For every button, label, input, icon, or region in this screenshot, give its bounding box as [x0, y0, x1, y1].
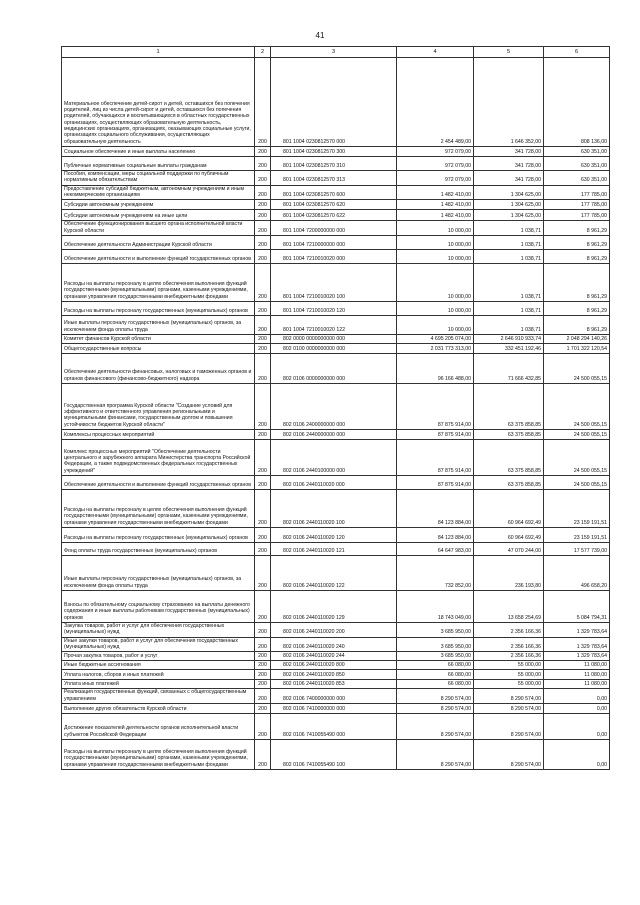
cell-code: 802 0106 0000000000 000 — [271, 354, 397, 384]
cell-name: Субсидии автономным учреждениям — [62, 200, 255, 210]
cell-col4: 66 080,00 — [397, 661, 474, 670]
cell-name: Реализация государственных функций, связанных с общегосударственным управлением — [62, 689, 255, 704]
cell-col6: 24 500 055,15 — [544, 476, 610, 490]
cell-col5: 60 964 692,49 — [474, 490, 544, 528]
cell-col4: 2 031 773 313,00 — [397, 344, 474, 354]
cell-name: Расходы на выплаты персоналу в целях обеспечения выполнения функций государственными (муниципальными) органами, казенными учреждениями, органами управления государственными внебюджетными фондами — [62, 740, 255, 770]
cell-name: Комитет финансов Курской области — [62, 335, 255, 344]
cell-code: 802 0106 7410055490 000 — [271, 714, 397, 740]
header-row — [62, 47, 610, 58]
cell-col6: 1 329 783,64 — [544, 623, 610, 638]
cell-name: Пособия, компенсации, меры социальной поддержки по публичным нормативным обязательствам — [62, 171, 255, 186]
cell-name: Предоставление субсидий бюджетным, автономным учреждениям и иным некоммерческим организациям — [62, 185, 255, 200]
cell-col6: 24 500 055,15 — [544, 440, 610, 476]
cell-col4: 8 290 574,00 — [397, 740, 474, 770]
cell-code: 802 0106 7410000000 000 — [271, 704, 397, 714]
cell-group: 200 — [255, 704, 271, 714]
cell-col4: 732 852,00 — [397, 556, 474, 591]
cell-col4: 96 166 488,00 — [397, 354, 474, 384]
cell-code: 802 0100 0000000000 000 — [271, 344, 397, 354]
table-row — [62, 661, 610, 670]
table-body — [62, 58, 610, 770]
cell-col6: 1 329 783,64 — [544, 637, 610, 652]
cell-col6: 8 961,29 — [544, 221, 610, 236]
cell-col5: 8 290 574,00 — [474, 714, 544, 740]
table-row — [62, 704, 610, 714]
cell-col4: 84 123 884,00 — [397, 490, 474, 528]
cell-col6: 17 577 739,00 — [544, 543, 610, 556]
cell-group: 200 — [255, 335, 271, 344]
cell-group: 200 — [255, 264, 271, 302]
cell-code: 802 0106 2440110020 000 — [271, 476, 397, 490]
table-row — [62, 591, 610, 623]
cell-col6: 8 961,29 — [544, 250, 610, 264]
cell-group: 200 — [255, 384, 271, 430]
cell-col4: 2 454 489,00 — [397, 58, 474, 147]
cell-group: 200 — [255, 637, 271, 652]
cell-code: 802 0106 2440110020 100 — [271, 490, 397, 528]
cell-code: 801 1004 0230812570 622 — [271, 210, 397, 221]
cell-col4: 10 000,00 — [397, 236, 474, 250]
cell-group: 200 — [255, 528, 271, 543]
cell-code: 802 0106 2440110020 200 — [271, 623, 397, 638]
cell-group: 200 — [255, 670, 271, 680]
table-row — [62, 354, 610, 384]
cell-col5: 55 000,00 — [474, 661, 544, 670]
cell-name: Государственная программа Курской области "Создание условий для эффективного и ответственного управления региональными и муниципальными финансами, государственным долгом и повышения устойчивости бюджетов Курской области" — [62, 384, 255, 430]
cell-col4: 10 000,00 — [397, 264, 474, 302]
cell-col4: 10 000,00 — [397, 302, 474, 316]
cell-name: Взносы по обязательному социальному страхованию на выплаты денежного содержания и иные выплаты работникам государственных (муниципальных) органов — [62, 591, 255, 623]
cell-group: 200 — [255, 316, 271, 335]
cell-col6: 24 500 055,15 — [544, 430, 610, 440]
cell-col5: 1 304 625,00 — [474, 210, 544, 221]
cell-group: 200 — [255, 740, 271, 770]
cell-col4: 10 000,00 — [397, 250, 474, 264]
cell-col5: 341 728,00 — [474, 147, 544, 157]
table-row — [62, 490, 610, 528]
cell-col4: 1 482 410,00 — [397, 200, 474, 210]
table-row — [62, 670, 610, 680]
cell-col5: 1 038,71 — [474, 221, 544, 236]
table-row — [62, 147, 610, 157]
cell-name: Обеспечение функционирования высшего органа исполнительной власти Курской области — [62, 221, 255, 236]
cell-col6: 23 159 191,51 — [544, 490, 610, 528]
header-col-1: 1 — [62, 47, 255, 58]
cell-group: 200 — [255, 680, 271, 689]
cell-name: Расходы на выплаты персоналу государственных (муниципальных) органов — [62, 302, 255, 316]
cell-col5: 332 451 192,46 — [474, 344, 544, 354]
cell-col4: 66 080,00 — [397, 670, 474, 680]
cell-code: 802 0106 2440110020 800 — [271, 661, 397, 670]
cell-col6: 1 701 322 120,54 — [544, 344, 610, 354]
cell-name: Субсидии автономным учреждениям на иные цели — [62, 210, 255, 221]
table-row — [62, 200, 610, 210]
cell-name: Социальное обеспечение и иные выплаты населению — [62, 147, 255, 157]
cell-code: 801 1004 7210010020 100 — [271, 264, 397, 302]
cell-col4: 10 000,00 — [397, 221, 474, 236]
cell-group: 200 — [255, 490, 271, 528]
cell-name: Прочая закупка товаров, работ и услуг — [62, 652, 255, 661]
table-row — [62, 316, 610, 335]
cell-col6: 177 785,00 — [544, 200, 610, 210]
cell-col6: 2 048 294 140,26 — [544, 335, 610, 344]
header-col-2: 2 — [255, 47, 271, 58]
cell-col6: 630 351,00 — [544, 157, 610, 171]
cell-group: 200 — [255, 147, 271, 157]
table-row — [62, 740, 610, 770]
table-row — [62, 344, 610, 354]
cell-col5: 71 666 432,85 — [474, 354, 544, 384]
cell-group: 200 — [255, 714, 271, 740]
cell-group: 200 — [255, 623, 271, 638]
table-row — [62, 264, 610, 302]
cell-name: Достижение показателей деятельности органов исполнительной власти субъектов Российской Федерации — [62, 714, 255, 740]
cell-col5: 2 356 166,36 — [474, 637, 544, 652]
cell-group: 200 — [255, 476, 271, 490]
cell-code: 801 1004 0230812570 600 — [271, 185, 397, 200]
header-col-4: 4 — [397, 47, 474, 58]
cell-group: 200 — [255, 430, 271, 440]
cell-code: 802 0106 2440110020 850 — [271, 670, 397, 680]
cell-col6: 11 080,00 — [544, 680, 610, 689]
table-row — [62, 384, 610, 430]
cell-name: Общегосударственные вопросы — [62, 344, 255, 354]
header-col-5: 5 — [474, 47, 544, 58]
table-row — [62, 637, 610, 652]
cell-col5: 1 038,71 — [474, 316, 544, 335]
cell-col4: 64 647 983,00 — [397, 543, 474, 556]
cell-name: Комплексы процессных мероприятий — [62, 430, 255, 440]
cell-col5: 1 038,71 — [474, 236, 544, 250]
cell-name: Иные выплаты персоналу государственных (муниципальных) органов, за исключением фонда оплаты труда — [62, 556, 255, 591]
cell-code: 801 1004 7210000000 000 — [271, 236, 397, 250]
table-row — [62, 335, 610, 344]
cell-group: 200 — [255, 210, 271, 221]
cell-code: 801 1004 0230812570 300 — [271, 147, 397, 157]
cell-group: 200 — [255, 58, 271, 147]
cell-name: Выполнение других обязательств Курской области — [62, 704, 255, 714]
cell-name: Комплекс процессных мероприятий "Обеспечение деятельности центрального и зарубежного аппарата Министерства транспорта Российской Федерации, а также подведомственных федеральных государственных учреждений" — [62, 440, 255, 476]
cell-col6: 177 785,00 — [544, 210, 610, 221]
cell-name: Закупка товаров, работ и услуг для обеспечения государственных (муниципальных) нужд — [62, 623, 255, 638]
cell-col5: 2 646 910 933,74 — [474, 335, 544, 344]
cell-col6: 0,00 — [544, 689, 610, 704]
cell-col4: 1 482 410,00 — [397, 185, 474, 200]
cell-code: 802 0106 7400000000 000 — [271, 689, 397, 704]
cell-group: 200 — [255, 354, 271, 384]
cell-group: 200 — [255, 661, 271, 670]
cell-name: Уплата иных платежей — [62, 680, 255, 689]
cell-col6: 11 080,00 — [544, 670, 610, 680]
table-row — [62, 221, 610, 236]
cell-col6: 0,00 — [544, 714, 610, 740]
cell-code: 801 1004 0230812570 313 — [271, 171, 397, 186]
cell-col4: 8 290 574,00 — [397, 704, 474, 714]
cell-group: 200 — [255, 302, 271, 316]
cell-col4: 10 000,00 — [397, 316, 474, 335]
cell-col4: 18 743 049,00 — [397, 591, 474, 623]
table-row — [62, 430, 610, 440]
cell-code: 802 0106 2440110020 120 — [271, 528, 397, 543]
cell-col6: 24 500 055,15 — [544, 354, 610, 384]
cell-col6: 808 136,00 — [544, 58, 610, 147]
cell-col4: 3 685 950,00 — [397, 637, 474, 652]
cell-col6: 8 961,29 — [544, 316, 610, 335]
cell-col4: 87 875 914,00 — [397, 476, 474, 490]
cell-code: 801 1004 0230812570 620 — [271, 200, 397, 210]
table-row — [62, 623, 610, 638]
cell-code: 802 0106 2440100000 000 — [271, 440, 397, 476]
cell-group: 200 — [255, 556, 271, 591]
cell-col4: 87 875 914,00 — [397, 440, 474, 476]
cell-code: 801 1004 0230812570 000 — [271, 58, 397, 147]
cell-col6: 11 080,00 — [544, 661, 610, 670]
table-row — [62, 680, 610, 689]
cell-col6: 496 658,20 — [544, 556, 610, 591]
cell-name: Обеспечение деятельности и выполнение функций государственных органов — [62, 476, 255, 490]
cell-col4: 87 875 914,00 — [397, 384, 474, 430]
cell-col6: 177 785,00 — [544, 185, 610, 200]
cell-name: Уплата налогов, сборов и иных платежей — [62, 670, 255, 680]
cell-col6: 23 159 191,51 — [544, 528, 610, 543]
cell-name: Иные бюджетные ассигнования — [62, 661, 255, 670]
cell-name: Расходы на выплаты персоналу государственных (муниципальных) органов — [62, 528, 255, 543]
cell-col5: 236 193,80 — [474, 556, 544, 591]
cell-code: 802 0106 2440110020 121 — [271, 543, 397, 556]
budget-table — [61, 46, 610, 770]
cell-code: 802 0106 2440110020 122 — [271, 556, 397, 591]
cell-col6: 8 961,29 — [544, 236, 610, 250]
cell-name: Обеспечение деятельности финансовых, налоговых и таможенных органов и органов финансового (финансово-бюджетного) надзора — [62, 354, 255, 384]
cell-col4: 972 079,00 — [397, 157, 474, 171]
cell-col5: 63 375 858,85 — [474, 384, 544, 430]
cell-group: 200 — [255, 440, 271, 476]
cell-name: Расходы на выплаты персоналу в целях обеспечения выполнения функций государственными (муниципальными) органами, казенными учреждениями, органами управления государственными внебюджетными фондами — [62, 264, 255, 302]
cell-code: 802 0106 2440110020 244 — [271, 652, 397, 661]
cell-code: 802 0106 2440110020 853 — [271, 680, 397, 689]
cell-col6: 630 351,00 — [544, 147, 610, 157]
cell-col4: 3 685 950,00 — [397, 652, 474, 661]
cell-code: 802 0106 2400000000 000 — [271, 384, 397, 430]
cell-col4: 66 080,00 — [397, 680, 474, 689]
cell-col5: 1 038,71 — [474, 264, 544, 302]
cell-name: Публичные нормативные социальные выплаты гражданам — [62, 157, 255, 171]
table-row — [62, 236, 610, 250]
table-row — [62, 210, 610, 221]
cell-group: 200 — [255, 250, 271, 264]
cell-col6: 24 500 055,15 — [544, 384, 610, 430]
cell-code: 801 1004 7200000000 000 — [271, 221, 397, 236]
cell-col5: 1 304 625,00 — [474, 185, 544, 200]
cell-name: Фонд оплаты труда государственных (муниципальных) органов — [62, 543, 255, 556]
cell-name: Материальное обеспечение детей-сирот и детей, оставшихся без попечения родителей, лиц из числа детей-сирот и детей, оставшихся без попечения родителей, обучающихся и воспитывающихся в областных государственных организациях, осуществляющих образовательную деятельность, медицинских организациях, организациях, оказывающих социальные услуги, организациях социального обслуживания, осуществляющих образовательную деятельность — [62, 58, 255, 147]
cell-col6: 0,00 — [544, 740, 610, 770]
cell-group: 200 — [255, 543, 271, 556]
cell-col5: 341 728,00 — [474, 157, 544, 171]
cell-code: 801 1004 7210010020 000 — [271, 250, 397, 264]
table-row — [62, 476, 610, 490]
cell-group: 200 — [255, 221, 271, 236]
cell-col5: 2 356 166,36 — [474, 623, 544, 638]
table-row — [62, 157, 610, 171]
cell-col4: 84 123 884,00 — [397, 528, 474, 543]
table-row — [62, 689, 610, 704]
table-row — [62, 185, 610, 200]
cell-group: 200 — [255, 157, 271, 171]
cell-col4: 8 290 574,00 — [397, 714, 474, 740]
cell-code: 802 0106 2440110020 240 — [271, 637, 397, 652]
table-row — [62, 714, 610, 740]
cell-name: Иные закупки товаров, работ и услуг для обеспечения государственных (муниципальных) нужд — [62, 637, 255, 652]
cell-col5: 8 290 574,00 — [474, 704, 544, 714]
cell-col6: 630 351,00 — [544, 171, 610, 186]
table-row — [62, 556, 610, 591]
cell-col5: 55 000,00 — [474, 670, 544, 680]
cell-code: 801 1004 7210010020 120 — [271, 302, 397, 316]
header-col-6: 6 — [544, 47, 610, 58]
cell-col4: 8 290 574,00 — [397, 689, 474, 704]
cell-col5: 63 375 858,85 — [474, 430, 544, 440]
cell-name: Иные выплаты персоналу государственных (муниципальных) органов, за исключением фонда оплаты труда — [62, 316, 255, 335]
cell-col5: 63 375 858,85 — [474, 476, 544, 490]
table-row — [62, 58, 610, 147]
cell-col6: 5 084 794,31 — [544, 591, 610, 623]
cell-group: 200 — [255, 171, 271, 186]
table-row — [62, 302, 610, 316]
cell-group: 200 — [255, 689, 271, 704]
table-row — [62, 543, 610, 556]
cell-col5: 60 964 692,49 — [474, 528, 544, 543]
cell-col5: 2 356 166,36 — [474, 652, 544, 661]
cell-code: 802 0106 2440110020 129 — [271, 591, 397, 623]
cell-col5: 1 646 352,00 — [474, 58, 544, 147]
cell-col5: 341 728,00 — [474, 171, 544, 186]
cell-code: 802 0000 0000000000 000 — [271, 335, 397, 344]
cell-col5: 55 000,00 — [474, 680, 544, 689]
cell-code: 801 1004 7210010020 122 — [271, 316, 397, 335]
table-row — [62, 440, 610, 476]
cell-col5: 1 038,71 — [474, 302, 544, 316]
cell-col6: 0,00 — [544, 704, 610, 714]
cell-col5: 13 658 254,69 — [474, 591, 544, 623]
cell-col4: 972 079,00 — [397, 171, 474, 186]
cell-group: 200 — [255, 200, 271, 210]
cell-col4: 1 482 410,00 — [397, 210, 474, 221]
cell-col5: 47 070 244,00 — [474, 543, 544, 556]
cell-group: 200 — [255, 344, 271, 354]
header-col-3: 3 — [271, 47, 397, 58]
cell-name: Обеспечение деятельности Администрации Курской области — [62, 236, 255, 250]
cell-group: 200 — [255, 652, 271, 661]
cell-col6: 1 329 783,64 — [544, 652, 610, 661]
table-row — [62, 652, 610, 661]
cell-col4: 3 685 950,00 — [397, 623, 474, 638]
table-row — [62, 171, 610, 186]
cell-col6: 8 961,29 — [544, 264, 610, 302]
cell-col4: 87 875 914,00 — [397, 430, 474, 440]
cell-name: Расходы на выплаты персоналу в целях обеспечения выполнения функций государственными (муниципальными) органами, казенными учреждениями, органами управления государственными внебюджетными фондами — [62, 490, 255, 528]
cell-col5: 1 038,71 — [474, 250, 544, 264]
cell-code: 801 1004 0230812570 310 — [271, 157, 397, 171]
cell-col5: 63 375 858,85 — [474, 440, 544, 476]
cell-col6: 8 961,29 — [544, 302, 610, 316]
cell-group: 200 — [255, 236, 271, 250]
cell-col4: 4 695 205 074,00 — [397, 335, 474, 344]
cell-col5: 1 304 625,00 — [474, 200, 544, 210]
page-number: 41 — [315, 31, 325, 40]
table-row — [62, 528, 610, 543]
cell-col5: 8 290 574,00 — [474, 689, 544, 704]
cell-group: 200 — [255, 185, 271, 200]
cell-col5: 8 290 574,00 — [474, 740, 544, 770]
cell-code: 802 0106 2440000000 000 — [271, 430, 397, 440]
cell-group: 200 — [255, 591, 271, 623]
table-row — [62, 250, 610, 264]
cell-name: Обеспечение деятельности и выполнение функций государственных органов — [62, 250, 255, 264]
cell-col4: 972 079,00 — [397, 147, 474, 157]
cell-code: 802 0106 7410055490 100 — [271, 740, 397, 770]
